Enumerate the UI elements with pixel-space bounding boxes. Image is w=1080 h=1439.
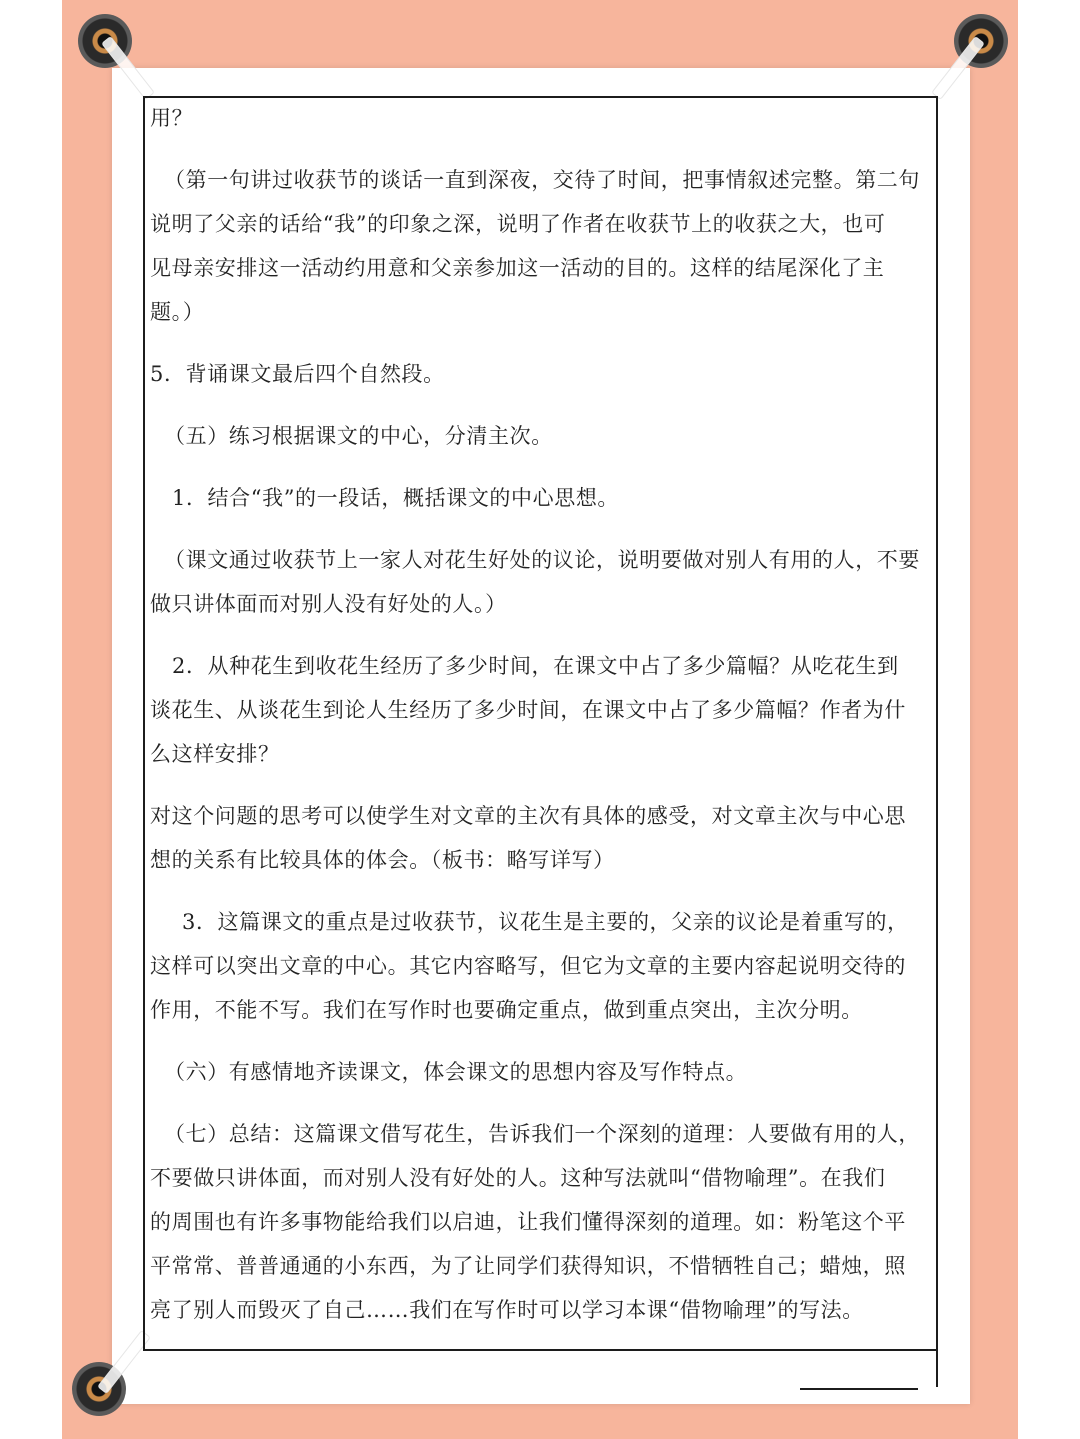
text-line: 亮了别人而毁灭了自己……我们在写作时可以学习本课“借物喻理”的写法。 [150, 1298, 864, 1322]
section-heading: （七）总结：这篇课文借写花生，告诉我们一个深刻的道理：人要做有用的人， [164, 1122, 920, 1146]
text-line: （第一句讲过收获节的谈话一直到深夜，交待了时间，把事情叙述完整。第二句 [164, 168, 920, 192]
document-text [150, 96, 932, 1332]
text-line: 平常常、普普通通的小东西，为了让同学们获得知识，不惜牺牲自己；蜡烛，照 [150, 1254, 906, 1278]
text-line: 想的关系有比较具体的体会。（板书：略写详写） [150, 848, 615, 872]
text-line: 5．背诵课文最后四个自然段。 [150, 362, 445, 386]
text-line: 题。） [150, 300, 205, 324]
text-line: 用？ [150, 106, 194, 130]
text-line: 说明了父亲的话给“我”的印象之深，说明了作者在收获节上的收获之大，也可 [150, 212, 886, 236]
frame-edge [936, 1351, 938, 1387]
text-line: （课文通过收获节上一家人对花生好处的议论，说明要做对别人有用的人，不要 [164, 548, 920, 572]
text-line: 2．从种花生到收花生经历了多少时间，在课文中占了多少篇幅？从吃花生到 [172, 654, 899, 678]
text-line: 么这样安排？ [150, 742, 280, 766]
text-line: 谈花生、从谈花生到论人生经历了多少时间，在课文中占了多少篇幅？作者为什 [150, 698, 906, 722]
text-line: 见母亲安排这一活动约用意和父亲参加这一活动的目的。这样的结尾深化了主 [150, 256, 885, 280]
bottom-rule [800, 1388, 918, 1390]
section-heading: （五）练习根据课文的中心，分清主次。 [164, 424, 553, 448]
text-line: 作用，不能不写。我们在写作时也要确定重点，做到重点突出，主次分明。 [150, 998, 863, 1022]
text-line: 的周围也有许多事物能给我们以启迪，让我们懂得深刻的道理。如：粉笔这个平 [150, 1210, 906, 1234]
text-line: 这样可以突出文章的中心。其它内容略写，但它为文章的主要内容起说明交待的 [150, 954, 906, 978]
text-line: 做只讲体面而对别人没有好处的人。） [150, 592, 507, 616]
text-line: 3．这篇课文的重点是过收获节，议花生是主要的，父亲的议论是着重写的， [182, 910, 909, 934]
section-heading: （六）有感情地齐读课文，体会课文的思想内容及写作特点。 [164, 1060, 748, 1084]
text-line: 对这个问题的思考可以使学生对文章的主次有具体的感受，对文章主次与中心思 [150, 804, 906, 828]
text-line: 不要做只讲体面，而对别人没有好处的人。这种写法就叫“借物喻理”。在我们 [150, 1166, 886, 1190]
text-line: 1．结合“我”的一段话，概括课文的中心思想。 [172, 486, 620, 510]
